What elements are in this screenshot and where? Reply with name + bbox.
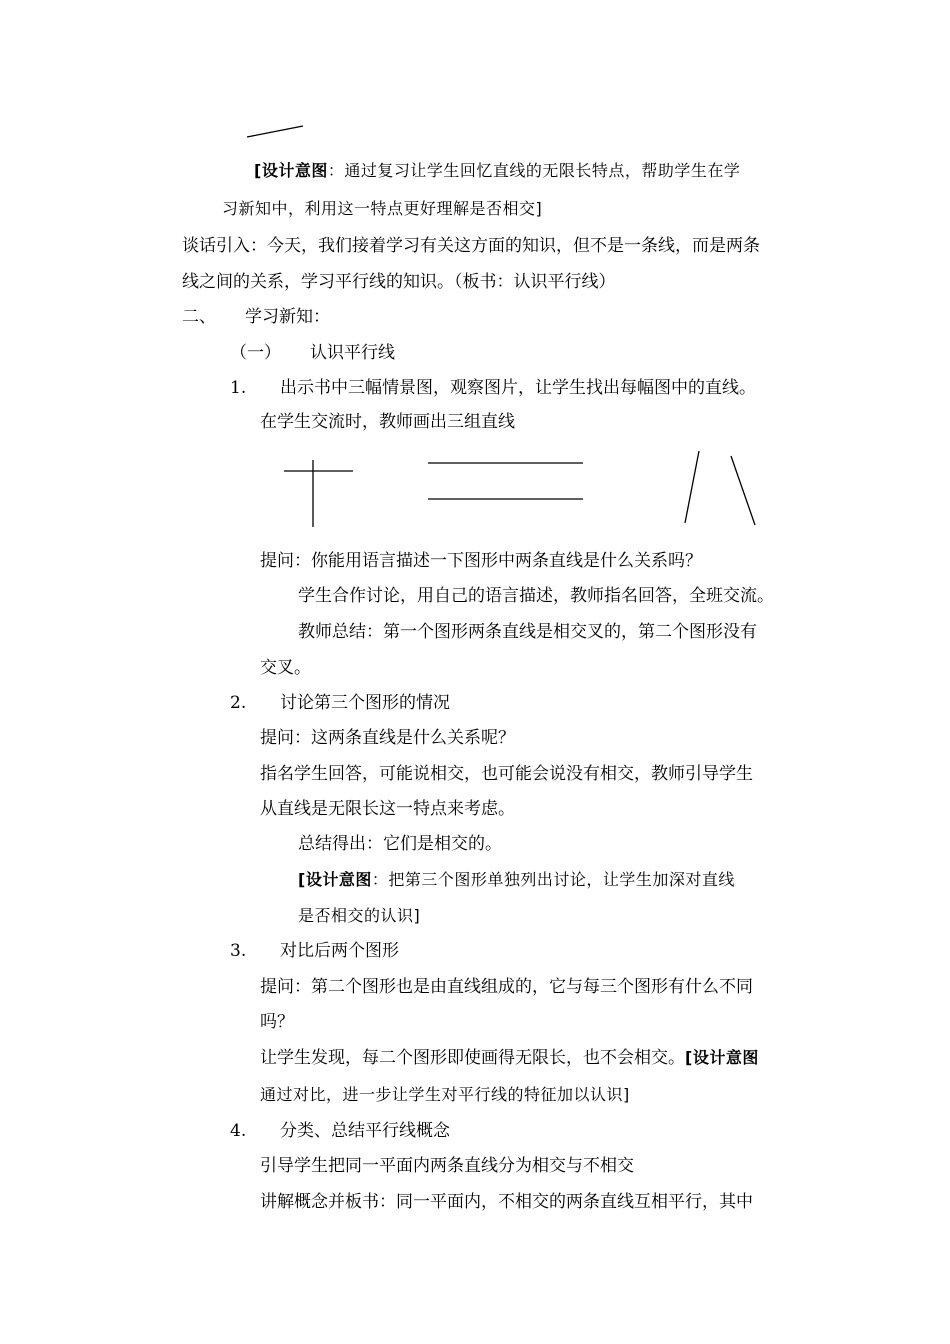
step-2-intent-colon: ： bbox=[371, 870, 389, 889]
step-2-intent-text-2: 是否相交的认识] bbox=[298, 906, 421, 925]
step-1-line-1: 出示书中三幅情景图，观察图片，让学生找出每幅图中的直线。 bbox=[280, 378, 756, 398]
step-3-finding-line bbox=[260, 1047, 759, 1069]
step-1-number: 1. bbox=[230, 378, 247, 398]
step-3-title: 对比后两个图形 bbox=[280, 941, 399, 961]
step-3-finding: 让学生发现，每二个图形即使画得无限长，也不会相交。 bbox=[260, 1048, 685, 1068]
step-2-intent-text-1: 把第三个图形单独列出讨论，让学生加深对直线 bbox=[388, 870, 735, 889]
step-2-title: 讨论第三个图形的情况 bbox=[280, 693, 450, 713]
step-2-intent-line-1 bbox=[298, 869, 735, 891]
step-1-discussion: 学生合作讨论，用自己的语言描述，教师指名回答，全班交流。 bbox=[298, 586, 774, 606]
step-2-answer-1: 指名学生回答，可能说相交，也可能会说没有相交，教师引导学生 bbox=[260, 764, 753, 784]
step-1-question: 提问：你能用语言描述一下图形中两条直线是什么关系吗？ bbox=[260, 551, 702, 571]
step-4-number: 4. bbox=[230, 1121, 247, 1141]
converging-line-right bbox=[731, 456, 755, 525]
step-1-line-2: 在学生交流时，教师画出三组直线 bbox=[260, 412, 515, 432]
step-3-intent-label: [设计意图 bbox=[685, 1048, 759, 1067]
step-2-answer-2: 从直线是无限长这一特点来考虑。 bbox=[260, 799, 515, 819]
intent-note-line-1 bbox=[254, 160, 740, 182]
step-2-number: 2. bbox=[230, 693, 247, 713]
step-3-question-2: 吗？ bbox=[260, 1012, 294, 1032]
subsection-1-title: 认识平行线 bbox=[310, 343, 395, 363]
section-2-number: 二、 bbox=[182, 307, 216, 327]
section-2-title: 学习新知： bbox=[245, 307, 330, 327]
intent-note-colon: ： bbox=[327, 161, 345, 180]
intent-note-label: [设计意图 bbox=[254, 161, 328, 180]
step-3-number: 3. bbox=[230, 941, 247, 961]
intro-line-2: 线之间的关系，学习平行线的知识。（板书：认识平行线） bbox=[182, 272, 616, 292]
subsection-1-number: （一） bbox=[230, 343, 281, 363]
step-3-question-1: 提问：第二个图形也是由直线组成的，它与每三个图形有什么不同 bbox=[260, 977, 753, 997]
step-4-line-2: 讲解概念并板书：同一平面内，不相交的两条直线互相平行，其中 bbox=[260, 1192, 753, 1212]
step-2-conclusion: 总结得出：它们是相交的。 bbox=[298, 834, 502, 854]
intent-note-text-1: 通过复习让学生回忆直线的无限长特点，帮助学生在学 bbox=[344, 161, 741, 180]
step-1-summary-1: 教师总结：第一个图形两条直线是相交叉的，第二个图形没有 bbox=[298, 622, 757, 642]
step-1-summary-2: 交叉。 bbox=[260, 658, 311, 678]
step-2-question: 提问：这两条直线是什么关系呢？ bbox=[260, 728, 515, 748]
converging-line-left bbox=[685, 451, 699, 523]
step-2-intent-label: [设计意图 bbox=[298, 870, 372, 889]
intro-line-1: 谈话引入：今天，我们接着学习有关这方面的知识，但不是一条线，而是两条 bbox=[182, 236, 760, 256]
step-4-title: 分类、总结平行线概念 bbox=[280, 1121, 450, 1141]
top-line-segment bbox=[247, 126, 303, 137]
intent-note-text-2: 习新知中，利用这一特点更好理解是否相交] bbox=[222, 199, 543, 218]
step-3-intent-text-2: 通过对比，进一步让学生对平行线的特征加以认识] bbox=[260, 1085, 630, 1104]
step-4-line-1: 引导学生把同一平面内两条直线分为相交与不相交 bbox=[260, 1156, 634, 1176]
